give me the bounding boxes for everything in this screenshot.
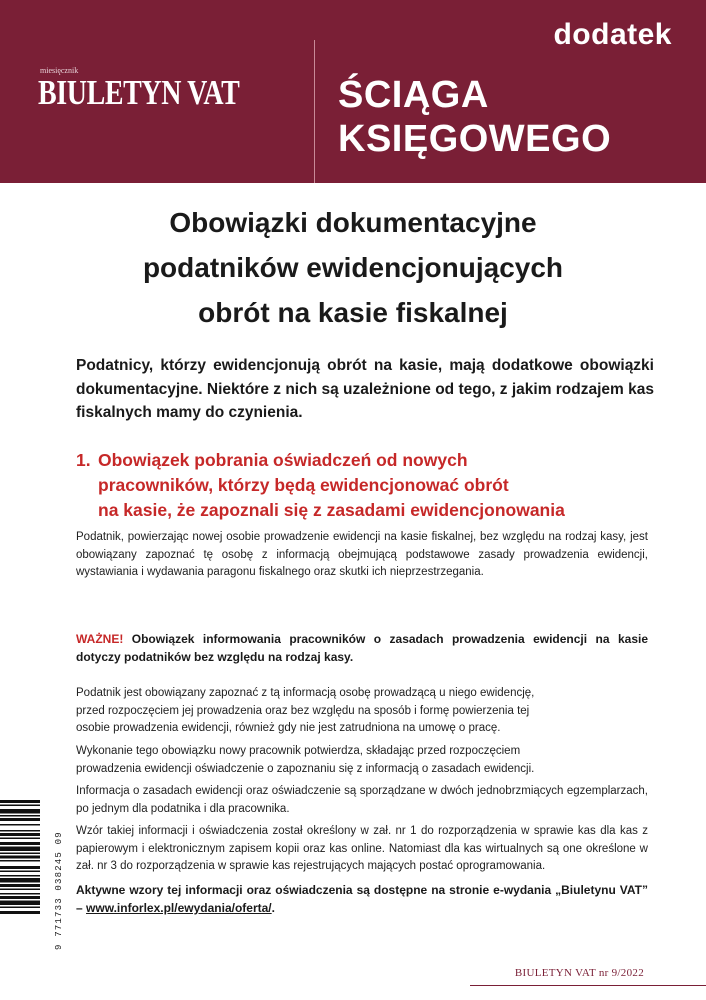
- warning-label: WAŻNE!: [76, 632, 124, 646]
- barcode-bars: [0, 800, 40, 950]
- paragraph-3: [76, 743, 648, 778]
- header-divider: [314, 40, 315, 183]
- barcode-bar: [0, 842, 40, 845]
- barcode-number-text: 9 771733 038245 09: [54, 831, 64, 950]
- barcode-bar: [0, 856, 40, 859]
- barcode-bar: [0, 824, 40, 826]
- barcode-bar: [0, 871, 40, 873]
- barcode-bar: [0, 809, 40, 814]
- main-title-line1: Obowiązki dokumentacyjne: [169, 207, 537, 238]
- ewydania-link[interactable]: www.inforlex.pl/ewydania/oferta/: [86, 901, 272, 915]
- section-1-line3: na kasie, że zapoznali się z zasadami ewidencjonowania: [98, 500, 565, 520]
- paragraph-2-line2: przed rozpoczęciem jej prowadzenia oraz bez względu na sposób i formę powierzenia tej: [76, 704, 530, 717]
- paragraph-2-line3: osobie prowadzenia ewidencji, również gdy nie jest zatrudniona na umowę o pracę.: [76, 722, 501, 734]
- barcode-bar: [0, 878, 40, 883]
- footer-rule: [470, 985, 706, 986]
- barcode-bar: [0, 833, 40, 836]
- barcode-bar: [0, 866, 40, 869]
- main-title: [40, 200, 666, 335]
- sheet-title-line1: ŚCIĄGA: [338, 74, 489, 116]
- barcode-bar: [0, 911, 40, 914]
- main-title-line2: podatników ewidencjonujących: [142, 252, 564, 283]
- lead-paragraph: Podatnicy, którzy ewidencjonują obrót na kasie, mają dodatkowe obowiązki dokumentacyjne. Niektóre z nich są uzależnione od tego, z jakim rodzajem kas fiskalnych mamy do czynienia.: [76, 357, 654, 421]
- section-1-line1: Obowiązek pobrania oświadczeń od nowych: [98, 450, 468, 470]
- barcode-bar: [0, 875, 40, 877]
- warning-text: Obowiązek informowania pracowników o zasadach prowadzenia ewidencji na kasie dotyczy podatników bez względu na rodzaj kasy.: [76, 632, 648, 664]
- paragraph-6: [76, 881, 648, 917]
- paragraph-2-line1: Podatnik jest obowiązany zapoznać z tą informacją osobę prowadzącą u niego ewidencję,: [76, 687, 535, 699]
- barcode-bar: [0, 901, 40, 906]
- barcode-bar: [0, 847, 40, 852]
- section-1-number: 1.: [76, 450, 91, 470]
- barcode-bar: [0, 896, 40, 899]
- barcode-bar: [0, 838, 40, 840]
- warning-note: [76, 630, 648, 666]
- barcode-bar: [0, 893, 40, 895]
- paragraph-6-end: .: [271, 901, 275, 915]
- paragraph-3-line1: Wykonanie tego obowiązku nowy pracownik potwierdza, składając przed rozpoczęciem: [76, 745, 521, 757]
- paragraph-6-text: Aktywne wzory tej informacji oraz oświadczenia są dostępne na stronie e-wydania „Biuletynu VAT” –: [76, 883, 648, 915]
- sheet-title: [338, 73, 611, 161]
- footer-issue: BIULETYN VAT nr 9/2022: [514, 967, 644, 979]
- barcode-bar: [0, 830, 40, 832]
- barcode-bar: [0, 818, 40, 821]
- paragraph-1: Podatnik, powierzając nowej osobie prowadzenie ewidencji na kasie fiskalnej, bez względu na rodzaj kasy, jest obowiązany zapoznać tę osobę z informacją obejmującą podstawowe zasady prowadzenia ewidencji, wystawiania i wydawania paragonu fiskalnego oraz skutki ich nieprzestrzegania.: [76, 531, 648, 578]
- barcode-bar: [0, 800, 40, 803]
- header-banner: [0, 0, 706, 183]
- barcode-bar: [0, 889, 40, 891]
- barcode-bar: [0, 815, 40, 817]
- section-1-line2: pracowników, którzy będą ewidencjonować obrót: [98, 475, 509, 495]
- main-title-line3: obrót na kasie fiskalnej: [198, 297, 508, 328]
- sheet-title-line2: KSIĘGOWEGO: [338, 118, 612, 160]
- paragraph-3-line2: prowadzenia ewidencji oświadczenie o zapoznaniu się z informacją o zasadach ewidencji.: [76, 762, 535, 775]
- paragraph-2: [76, 685, 648, 738]
- barcode-bar: [0, 907, 40, 909]
- paragraph-5: Wzór takiej informacji i oświadczenia został określony w zał. nr 1 do rozporządzenia w sprawie kas dla kas z papierowym i elektronicznym zapisem kopii oraz kas online. Natomiast dla kas wirtualnych są one określone w zał. nr 3 do rozporządzenia w sprawie kas rejestrujących mających postać oprogramowania.: [76, 825, 648, 872]
- barcode-bar: [0, 853, 40, 855]
- barcode-bar: [0, 805, 40, 807]
- monthly-label: miesięcznik: [40, 66, 79, 75]
- barcode-bar: [0, 884, 40, 887]
- biuletyn-vat-logo: BIULETYN VAT: [38, 73, 240, 112]
- barcode-number: [54, 810, 66, 950]
- paragraph-4: Informacja o zasadach ewidencji oraz oświadczenie są sporządzane w dwóch jednobrzmiących egzemplarzach, po jednym dla podatnika i dla pracownika.: [76, 785, 648, 815]
- barcode: [0, 800, 40, 950]
- section-1-heading: [76, 448, 666, 523]
- barcode-bar: [0, 860, 40, 862]
- addon-label: dodatek: [553, 18, 672, 51]
